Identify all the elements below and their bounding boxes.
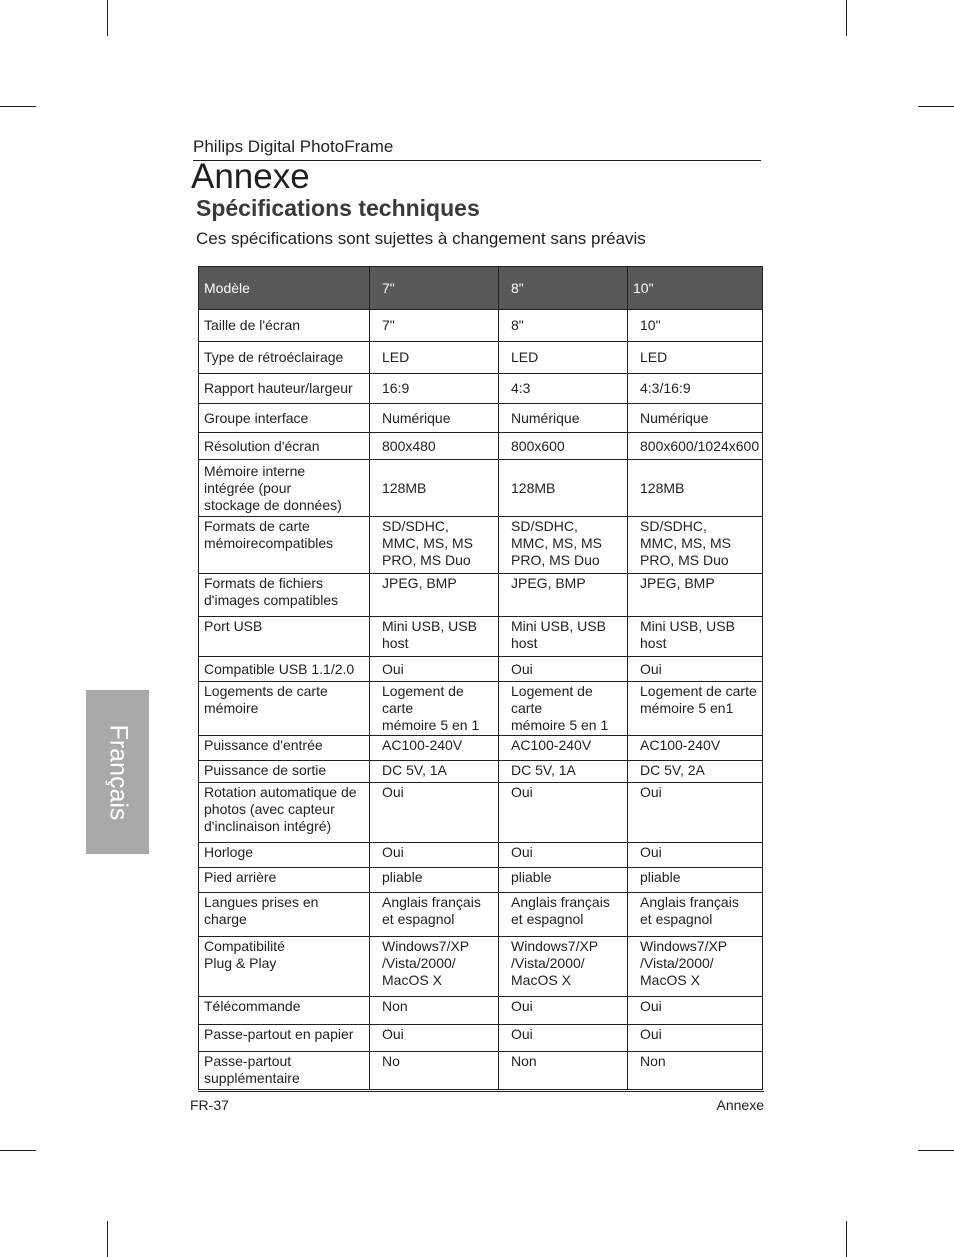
spec-value-cell: AC100-240V [499, 736, 628, 761]
spec-value-cell: 800x600 [499, 433, 628, 460]
spec-value-cell: Oui [499, 997, 628, 1025]
spec-value-cell: 4:3 [499, 374, 628, 404]
spec-value-cell: AC100-240V [628, 736, 763, 761]
table-row [199, 404, 763, 433]
crop-mark [918, 106, 954, 107]
footer-divider [198, 1091, 764, 1092]
spec-header-row [199, 267, 763, 310]
header-cell-10: 10" [628, 267, 763, 310]
chapter-title: Annexe [191, 157, 310, 196]
table-row [199, 1052, 763, 1090]
spec-label-cell: Puissance d'entrée [199, 736, 370, 761]
table-row [199, 761, 763, 783]
spec-value-cell: LED [499, 342, 628, 374]
spec-value-cell: JPEG, BMP [370, 574, 499, 617]
spec-label-cell: Pied arrière [199, 868, 370, 893]
spec-value-cell: Oui [370, 1025, 499, 1052]
header-product-name: Philips Digital PhotoFrame [193, 137, 394, 156]
spec-value-cell: LED [628, 342, 763, 374]
spec-value-cell: pliable [628, 868, 763, 893]
spec-label-cell: Taille de l'écran [199, 310, 370, 342]
spec-value-cell: DC 5V, 1A [370, 761, 499, 783]
header-cell-model: Modèle [199, 267, 370, 310]
spec-value-cell: Oui [628, 997, 763, 1025]
header-cell-7: 7" [370, 267, 499, 310]
spec-value-cell: Non [499, 1052, 628, 1090]
table-row [199, 736, 763, 761]
spec-value-cell: Mini USB, USB host [370, 617, 499, 657]
spec-value-cell: Oui [628, 1025, 763, 1052]
crop-mark [846, 1221, 847, 1257]
spec-value-cell: Logement de carte mémoire 5 en 1 [499, 682, 628, 736]
spec-value-cell: Oui [499, 843, 628, 868]
table-row [199, 374, 763, 404]
spec-value-cell: 128MB [499, 460, 628, 517]
spec-value-cell: Non [628, 1052, 763, 1090]
table-row [199, 843, 763, 868]
spec-value-cell: Numérique [370, 404, 499, 433]
table-row [199, 893, 763, 937]
spec-label-cell: Rapport hauteur/largeur [199, 374, 370, 404]
spec-value-cell: Oui [499, 783, 628, 843]
table-row [199, 997, 763, 1025]
spec-value-cell: Logement de carte mémoire 5 en 1 [370, 682, 499, 736]
spec-value-cell: Anglais français et espagnol [499, 893, 628, 937]
spec-value-cell: 800x600/1024x600 [628, 433, 763, 460]
spec-label-cell: Puissance de sortie [199, 761, 370, 783]
table-row [199, 1025, 763, 1052]
spec-value-cell: SD/SDHC, MMC, MS, MS PRO, MS Duo [628, 517, 763, 574]
spec-table [198, 266, 763, 1090]
spec-label-cell: Type de rétroéclairage [199, 342, 370, 374]
spec-value-cell: SD/SDHC, MMC, MS, MS PRO, MS Duo [499, 517, 628, 574]
spec-value-cell: Oui [499, 1025, 628, 1052]
spec-value-cell: Oui [370, 843, 499, 868]
spec-value-cell: Mini USB, USB host [628, 617, 763, 657]
spec-label-cell: Logements de carte mémoire [199, 682, 370, 736]
crop-mark [107, 0, 108, 36]
spec-label-cell: Formats de carte mémoirecompatibles [199, 517, 370, 574]
table-row [199, 783, 763, 843]
spec-value-cell: DC 5V, 2A [628, 761, 763, 783]
spec-label-cell: Formats de fichiers d'images compatibles [199, 574, 370, 617]
language-tab [86, 690, 149, 854]
spec-value-cell: Oui [499, 657, 628, 682]
spec-label-cell: Port USB [199, 617, 370, 657]
spec-value-cell: AC100-240V [370, 736, 499, 761]
spec-value-cell: JPEG, BMP [628, 574, 763, 617]
crop-mark [0, 1150, 36, 1151]
spec-value-cell: Oui [628, 843, 763, 868]
spec-label-cell: Horloge [199, 843, 370, 868]
spec-value-cell: Anglais français et espagnol [370, 893, 499, 937]
spec-label-cell: Groupe interface [199, 404, 370, 433]
spec-value-cell: 16:9 [370, 374, 499, 404]
crop-mark [846, 0, 847, 36]
table-row [199, 937, 763, 997]
intro-text: Ces spécifications sont sujettes à changement sans préavis [196, 229, 646, 248]
spec-value-cell: Anglais français et espagnol [628, 893, 763, 937]
spec-label-cell: Compatibilité Plug & Play [199, 937, 370, 997]
spec-value-cell: 4:3/16:9 [628, 374, 763, 404]
spec-value-cell: No [370, 1052, 499, 1090]
spec-table-body [199, 310, 763, 1090]
spec-value-cell: Windows7/XP /Vista/2000/ MacOS X [628, 937, 763, 997]
table-row [199, 517, 763, 574]
spec-value-cell: LED [370, 342, 499, 374]
crop-mark [107, 1221, 108, 1257]
spec-label-cell: Passe-partout supplémentaire [199, 1052, 370, 1090]
crop-mark [918, 1150, 954, 1151]
spec-value-cell: Mini USB, USB host [499, 617, 628, 657]
language-tab-label: Français [104, 724, 132, 820]
spec-value-cell: 7" [370, 310, 499, 342]
table-row [199, 657, 763, 682]
table-row [199, 310, 763, 342]
table-row [199, 617, 763, 657]
spec-value-cell: 128MB [370, 460, 499, 517]
spec-value-cell: 10" [628, 310, 763, 342]
spec-label-cell: Résolution d'écran [199, 433, 370, 460]
spec-value-cell: Logement de carte mémoire 5 en1 [628, 682, 763, 736]
table-row [199, 868, 763, 893]
footer-section-name: Annexe [716, 1097, 764, 1113]
spec-value-cell: 800x480 [370, 433, 499, 460]
spec-label-cell: Mémoire interne intégrée (pour stockage de données) [199, 460, 370, 517]
spec-value-cell: 8" [499, 310, 628, 342]
crop-mark [0, 106, 36, 107]
spec-value-cell: DC 5V, 1A [499, 761, 628, 783]
table-row [199, 682, 763, 736]
spec-label-cell: Passe-partout en papier [199, 1025, 370, 1052]
spec-value-cell: Oui [370, 657, 499, 682]
spec-value-cell: Numérique [499, 404, 628, 433]
table-row [199, 574, 763, 617]
table-row [199, 460, 763, 517]
section-title: Spécifications techniques [196, 195, 480, 221]
table-row [199, 342, 763, 374]
spec-label-cell: Compatible USB 1.1/2.0 [199, 657, 370, 682]
spec-value-cell: SD/SDHC, MMC, MS, MS PRO, MS Duo [370, 517, 499, 574]
spec-value-cell: 128MB [628, 460, 763, 517]
spec-value-cell: pliable [499, 868, 628, 893]
spec-value-cell: Windows7/XP /Vista/2000/ MacOS X [499, 937, 628, 997]
spec-label-cell: Langues prises en charge [199, 893, 370, 937]
spec-value-cell: Numérique [628, 404, 763, 433]
spec-value-cell: Oui [628, 657, 763, 682]
header-cell-8: 8" [499, 267, 628, 310]
spec-label-cell: Télécommande [199, 997, 370, 1025]
spec-value-cell: Oui [628, 783, 763, 843]
spec-value-cell: Oui [370, 783, 499, 843]
footer-page-number: FR-37 [190, 1097, 229, 1113]
spec-value-cell: Windows7/XP /Vista/2000/ MacOS X [370, 937, 499, 997]
table-row [199, 433, 763, 460]
spec-value-cell: JPEG, BMP [499, 574, 628, 617]
spec-label-cell: Rotation automatique de photos (avec capteur d'inclinaison intégré) [199, 783, 370, 843]
spec-value-cell: Non [370, 997, 499, 1025]
spec-value-cell: pliable [370, 868, 499, 893]
